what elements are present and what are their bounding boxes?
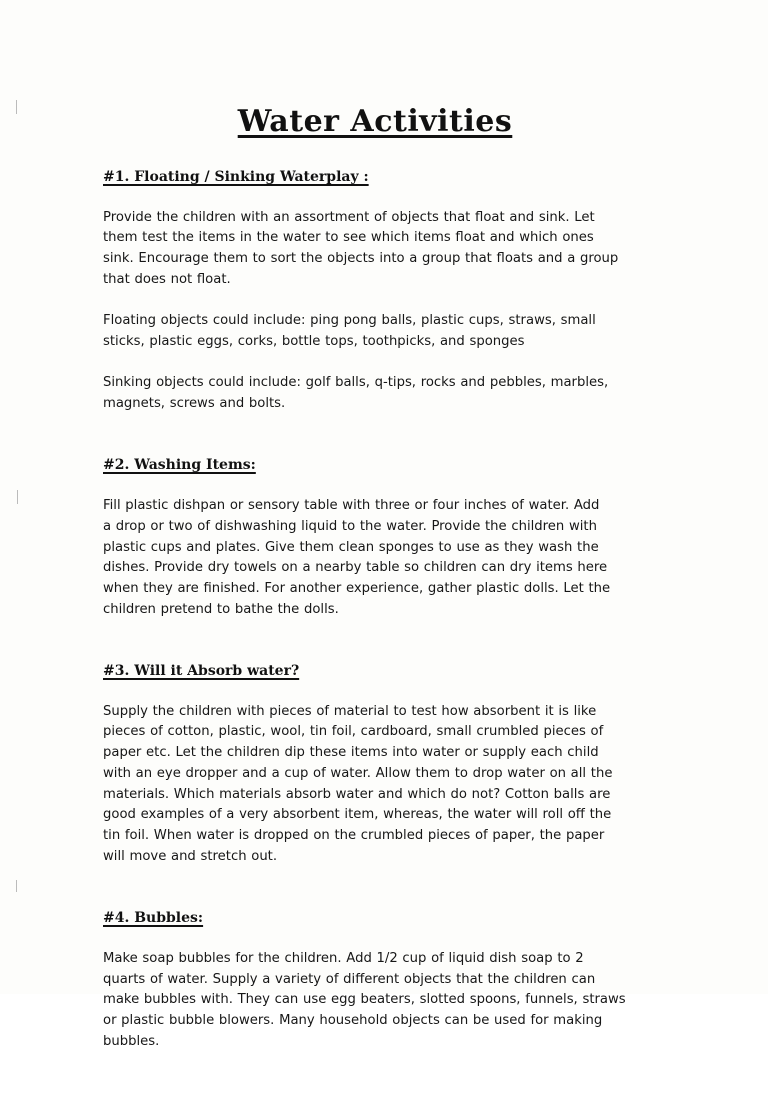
section-washing-items bbox=[103, 455, 653, 641]
paragraph: Sinking objects could include: golf balls, q-tips, rocks and pebbles, marbles, magnets, screws and bolts. bbox=[103, 375, 609, 412]
paragraph: Provide the children with an assortment of objects that float and sink. Let them test the items in the water to see which items float and which ones sink. Encourage them to sort the objects into a group that floats and a group that does not float. bbox=[103, 209, 619, 287]
paragraph: Supply the children with pieces of material to test how absorbent it is like pieces of cotton, plastic, wool, tin foil, cardboard, small crumbled pieces of paper etc. Let the children dip these items into water or supply each child with an eye dropper and a cup of water. Allow them to drop water on all the materials. Which materials absorb water and which do not? Cotton balls are good examples of a very absorbent item, whereas, the water will roll off the tin foil. When water is dropped on the crumbled pieces of paper, the paper will move and stretch out. bbox=[103, 703, 613, 864]
section-text bbox=[103, 187, 653, 435]
paragraph: Floating objects could include: ping pong balls, plastic cups, straws, small sticks, plastic eggs, corks, bottle tops, toothpicks, and sponges bbox=[103, 313, 596, 349]
section-floating-sinking bbox=[103, 167, 653, 435]
scan-mark bbox=[17, 490, 18, 504]
page-title: Water Activities bbox=[237, 104, 513, 139]
document-body bbox=[103, 167, 653, 1093]
section-text bbox=[103, 681, 653, 888]
paragraph: Make soap bubbles for the children. Add 1/2 cup of liquid dish soap to 2 quarts of water. Supply a variety of different objects that the children can make bubbles with. They can use egg beaters, slotted spoons, funnels, straws or plastic bubble blowers. Many household objects can be used for making bubbles. bbox=[103, 950, 626, 1049]
section-heading: #1. Floating / Sinking Waterplay : bbox=[103, 169, 369, 185]
section-absorb-water bbox=[103, 661, 653, 888]
section-bubbles bbox=[103, 908, 653, 1073]
section-text bbox=[103, 475, 653, 641]
section-text bbox=[103, 928, 653, 1073]
scan-mark bbox=[16, 880, 17, 892]
section-heading: #4. Bubbles: bbox=[103, 910, 204, 927]
section-heading: #2. Washing Items: bbox=[103, 457, 256, 474]
paragraph: Fill plastic dishpan or sensory table with three or four inches of water. Add a drop or two of dishwashing liquid to the water. Provide the children with plastic cups and plates. Give them clean sponges to use as they wash the dishes. Provide dry towels on a nearby table so children can dry items here when they are finished. For another experience, gather plastic dolls. Let the children pretend to bathe the dolls. bbox=[103, 498, 611, 617]
section-heading: #3. Will it Absorb water? bbox=[103, 663, 300, 680]
